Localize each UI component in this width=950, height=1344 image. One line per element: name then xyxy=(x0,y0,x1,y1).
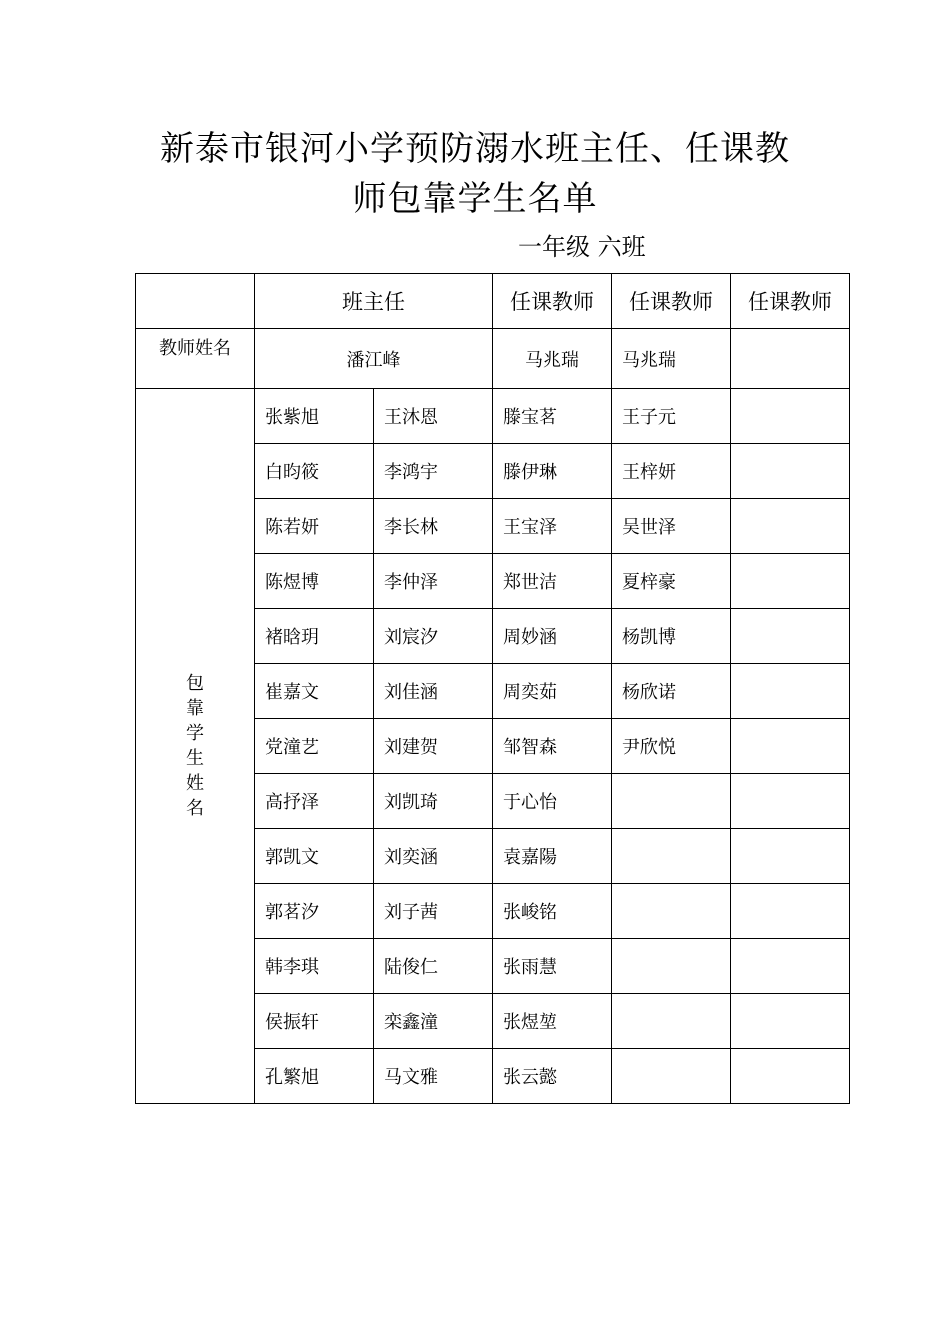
student-name-cell: 刘宸汐 xyxy=(374,609,493,664)
student-name-cell: 滕伊琳 xyxy=(493,444,612,499)
student-name-cell: 杨凯博 xyxy=(612,609,731,664)
teacher-row xyxy=(136,329,850,389)
student-name-cell: 刘奕涵 xyxy=(374,829,493,884)
roster-table xyxy=(135,273,850,1104)
student-name-cell: 张云懿 xyxy=(493,1049,612,1104)
student-name-cell: 尹欣悦 xyxy=(612,719,731,774)
student-name-cell xyxy=(731,719,850,774)
header-subject-teacher-2: 任课教师 xyxy=(612,274,731,329)
head-teacher-name: 潘江峰 xyxy=(255,329,493,389)
subject-teacher-name-3 xyxy=(731,329,850,389)
class-label: 一年级 六班 xyxy=(518,233,646,261)
student-name-cell: 张雨慧 xyxy=(493,939,612,994)
student-name-cell: 侯振轩 xyxy=(255,994,374,1049)
student-name-cell xyxy=(731,554,850,609)
student-name-cell xyxy=(731,664,850,719)
student-label-char: 生 xyxy=(186,748,204,769)
student-name-cell: 崔嘉文 xyxy=(255,664,374,719)
student-name-cell xyxy=(612,774,731,829)
student-name-cell: 栾鑫潼 xyxy=(374,994,493,1049)
student-name-cell: 王梓妍 xyxy=(612,444,731,499)
student-name-cell: 周妙涵 xyxy=(493,609,612,664)
student-name-cell: 夏梓豪 xyxy=(612,554,731,609)
student-name-cell: 王子元 xyxy=(612,389,731,444)
student-name-cell: 郭茗汐 xyxy=(255,884,374,939)
student-name-cell: 郑世洁 xyxy=(493,554,612,609)
student-name-cell xyxy=(612,884,731,939)
student-name-cell: 郭凯文 xyxy=(255,829,374,884)
student-name-cell: 陈若妍 xyxy=(255,499,374,554)
student-name-cell: 刘佳涵 xyxy=(374,664,493,719)
student-name-cell: 陈煜博 xyxy=(255,554,374,609)
student-name-cell: 滕宝茗 xyxy=(493,389,612,444)
student-name-cell: 邹智森 xyxy=(493,719,612,774)
student-name-cell: 褚晗玥 xyxy=(255,609,374,664)
student-name-cell: 刘凯琦 xyxy=(374,774,493,829)
student-name-cell xyxy=(731,444,850,499)
student-name-cell: 韩李琪 xyxy=(255,939,374,994)
student-name-cell: 袁嘉陽 xyxy=(493,829,612,884)
table-row xyxy=(136,389,850,444)
student-name-cell xyxy=(731,939,850,994)
student-name-cell: 吴世泽 xyxy=(612,499,731,554)
student-name-cell: 陆俊仁 xyxy=(374,939,493,994)
subject-teacher-name-2: 马兆瑞 xyxy=(612,329,731,389)
teacher-name-label: 教师姓名 xyxy=(136,329,255,389)
student-label-char: 名 xyxy=(186,798,204,819)
student-name-cell: 杨欣诺 xyxy=(612,664,731,719)
student-name-cell xyxy=(731,829,850,884)
student-name-cell xyxy=(731,609,850,664)
student-name-cell: 于心怡 xyxy=(493,774,612,829)
student-name-cell: 李长林 xyxy=(374,499,493,554)
student-name-cell: 张紫旭 xyxy=(255,389,374,444)
student-label-char: 包 xyxy=(186,673,204,694)
student-name-cell: 刘子茜 xyxy=(374,884,493,939)
student-name-cell: 张峻铭 xyxy=(493,884,612,939)
header-subject-teacher-3: 任课教师 xyxy=(731,274,850,329)
student-label-char: 靠 xyxy=(186,698,204,719)
header-head-teacher: 班主任 xyxy=(255,274,493,329)
student-name-cell: 高抒泽 xyxy=(255,774,374,829)
student-name-cell xyxy=(612,939,731,994)
student-name-cell xyxy=(731,499,850,554)
student-name-cell xyxy=(731,389,850,444)
student-name-cell xyxy=(731,884,850,939)
header-subject-teacher-1: 任课教师 xyxy=(493,274,612,329)
student-name-cell: 王沐恩 xyxy=(374,389,493,444)
header-row xyxy=(136,274,850,329)
student-name-cell: 马文雅 xyxy=(374,1049,493,1104)
header-empty-cell xyxy=(136,274,255,329)
document-title-line2: 师包靠学生名单 xyxy=(352,179,598,219)
student-name-cell: 白昀筱 xyxy=(255,444,374,499)
document-title-line1: 新泰市银河小学预防溺水班主任、任课教 xyxy=(160,129,790,169)
student-name-cell xyxy=(612,1049,731,1104)
student-name-cell xyxy=(612,829,731,884)
student-name-cell xyxy=(731,994,850,1049)
subject-teacher-name-1: 马兆瑞 xyxy=(493,329,612,389)
student-name-cell: 周奕茹 xyxy=(493,664,612,719)
student-names-label xyxy=(136,389,255,1104)
student-name-cell: 刘建贺 xyxy=(374,719,493,774)
student-name-cell: 李鸿宇 xyxy=(374,444,493,499)
student-name-cell: 王宝泽 xyxy=(493,499,612,554)
student-name-cell: 党潼艺 xyxy=(255,719,374,774)
student-name-cell xyxy=(731,774,850,829)
student-label-char: 学 xyxy=(186,723,204,744)
student-name-cell: 李仲泽 xyxy=(374,554,493,609)
student-name-cell: 孔繁旭 xyxy=(255,1049,374,1104)
student-name-cell: 张煜堃 xyxy=(493,994,612,1049)
student-name-cell xyxy=(731,1049,850,1104)
student-label-char: 姓 xyxy=(186,773,204,794)
student-name-cell xyxy=(612,994,731,1049)
